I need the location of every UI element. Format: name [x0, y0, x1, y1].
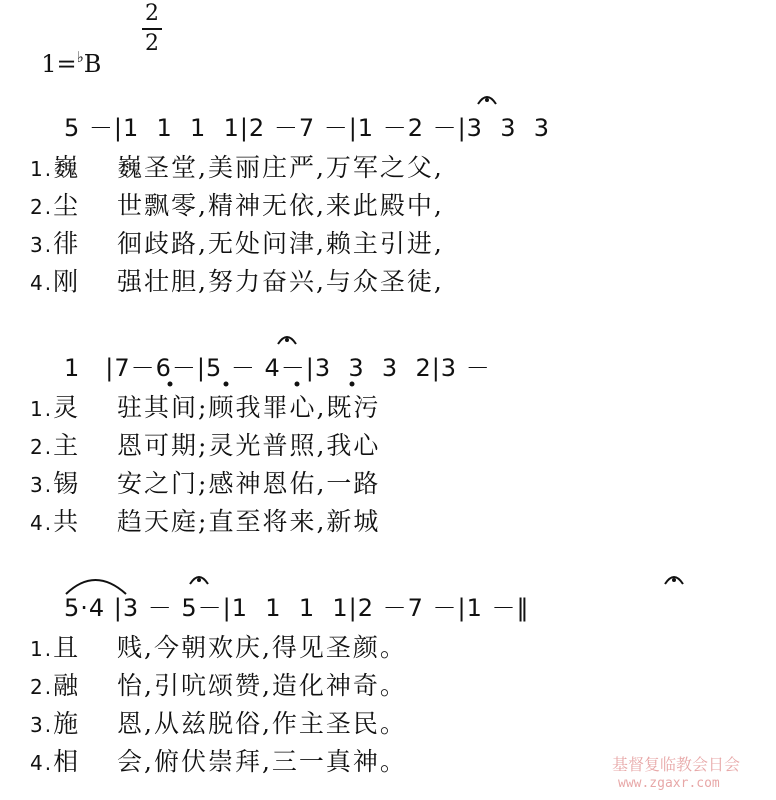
watermark-text: 基督复临教会日会	[612, 755, 741, 774]
fermata-dot-icon	[672, 578, 676, 582]
octave-dot-icon	[168, 382, 173, 387]
lyric-line-3-verse-1: 1.且 贱,今朝欢庆,得见圣颜。	[30, 633, 407, 662]
octave-dot-icon	[295, 382, 300, 387]
lyric-line-1-verse-4: 4.刚 强壮胆,努力奋兴,与众圣徒,	[30, 267, 444, 296]
lyric-line-1-verse-2: 2.尘 世飘零,精神无依,来此殿中,	[30, 191, 444, 220]
lyric-line-2-verse-3: 3.锡 安之门;感神恩佑,一路	[30, 469, 381, 498]
key-note: B	[83, 50, 102, 78]
lyric-line-1-verse-1: 1.巍 巍圣堂,美丽庄严,万军之父,	[30, 153, 444, 182]
octave-dot-icon	[224, 382, 229, 387]
octave-dot-icon	[350, 382, 355, 387]
time-bottom: 2	[145, 31, 159, 56]
time-top: 2	[145, 1, 159, 26]
notation-line-1: 5 －|1 1 1 1|2 －7 －|1 －2 －|3 3 3	[64, 114, 551, 142]
lyric-line-2-verse-1: 1.灵 驻其间;顾我罪心,既污	[30, 393, 381, 422]
flat-sign: ♭	[76, 48, 84, 66]
lyric-line-2-verse-2: 2.主 恩可期;灵光普照,我心	[30, 431, 381, 460]
lyric-line-3-verse-3: 3.施 恩,从兹脱俗,作主圣民。	[30, 709, 407, 738]
fermata-dot-icon	[485, 98, 489, 102]
lyric-line-1-verse-3: 3.徘 徊歧路,无处问津,赖主引进,	[30, 229, 444, 258]
lyric-line-3-verse-4: 4.相 会,俯伏崇拜,三一真神。	[30, 747, 407, 776]
fermata-dot-icon	[285, 338, 289, 342]
lyric-line-2-verse-4: 4.共 趋天庭;直至将来,新城	[30, 507, 381, 536]
lyric-line-3-verse-2: 2.融 怡,引吭颂赞,造化神奇。	[30, 671, 407, 700]
watermark-url: www.zgaxr.com	[618, 776, 720, 791]
slur-icon	[66, 580, 126, 594]
fermata-dot-icon	[197, 578, 201, 582]
notation-line-3: 5·4 |3 － 5－|1 1 1 1|2 －7 －|1 －‖	[64, 594, 530, 622]
key-prefix: 1=	[41, 50, 77, 78]
notation-line-2: 1 |7－6－|5 － 4－|3 3 3 2|3 －	[64, 354, 491, 382]
